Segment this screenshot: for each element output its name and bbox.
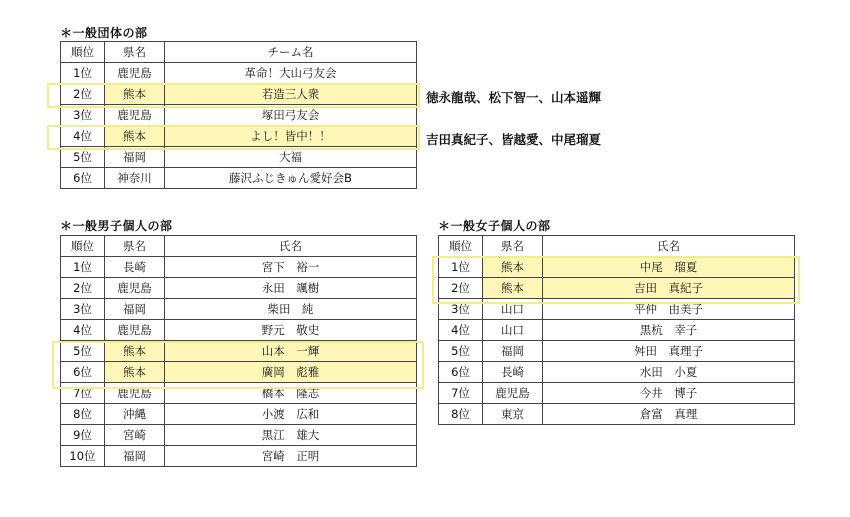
table-row	[439, 257, 795, 278]
men-header-cell: 氏名	[165, 236, 417, 257]
men-cell-name: 宮下 裕一	[165, 257, 417, 278]
table-row	[61, 63, 417, 84]
men-cell-rank: 8位	[61, 404, 105, 425]
men-ranking-table	[60, 235, 417, 467]
men-cell-pref: 鹿児島	[105, 278, 165, 299]
men-cell-rank: 5位	[61, 341, 105, 362]
group-header-cell: 県名	[105, 42, 165, 63]
table-row	[439, 383, 795, 404]
table-row	[61, 147, 417, 168]
group-cell-rank: 6位	[61, 168, 105, 189]
men-cell-name: 黒江 雄大	[165, 425, 417, 446]
group-cell-name: 大福	[165, 147, 417, 168]
men-cell-pref: 福岡	[105, 299, 165, 320]
table-row	[439, 278, 795, 299]
women-ranking-table	[438, 235, 795, 425]
group-cell-rank: 1位	[61, 63, 105, 84]
table-row	[61, 341, 417, 362]
men-cell-rank: 7位	[61, 383, 105, 404]
men-cell-pref: 宮崎	[105, 425, 165, 446]
table-row	[61, 362, 417, 383]
men-cell-name: 橋本 隆志	[165, 383, 417, 404]
men-cell-pref: 鹿児島	[105, 320, 165, 341]
group-cell-rank: 4位	[61, 126, 105, 147]
men-cell-rank: 2位	[61, 278, 105, 299]
men-cell-pref: 沖縄	[105, 404, 165, 425]
group-cell-pref: 鹿児島	[105, 63, 165, 84]
men-cell-pref: 鹿児島	[105, 383, 165, 404]
table-row	[61, 425, 417, 446]
women-cell-pref: 山口	[483, 320, 543, 341]
women-cell-pref: 東京	[483, 404, 543, 425]
women-cell-name: 黒杭 幸子	[543, 320, 795, 341]
women-cell-pref: 長崎	[483, 362, 543, 383]
table-row	[61, 278, 417, 299]
group-cell-pref: 神奈川	[105, 168, 165, 189]
table-row	[61, 404, 417, 425]
men-cell-pref: 熊本	[105, 341, 165, 362]
group-cell-pref: 熊本	[105, 126, 165, 147]
men-cell-rank: 3位	[61, 299, 105, 320]
table-row	[61, 383, 417, 404]
table-row	[61, 446, 417, 467]
women-cell-pref: 山口	[483, 299, 543, 320]
group-cell-rank: 2位	[61, 84, 105, 105]
table-row	[439, 341, 795, 362]
women-section-title: ＊一般女子個人の部	[438, 219, 551, 233]
group-cell-pref: 熊本	[105, 84, 165, 105]
group-cell-name: 藤沢ふじきゅん愛好会B	[165, 168, 417, 189]
women-cell-name: 倉富 真理	[543, 404, 795, 425]
group-cell-pref: 鹿児島	[105, 105, 165, 126]
women-cell-rank: 2位	[439, 278, 483, 299]
group-section-title: ＊一般団体の部	[60, 26, 148, 40]
women-cell-name: 今井 博子	[543, 383, 795, 404]
men-section-title: ＊一般男子個人の部	[60, 219, 173, 233]
women-header-cell: 県名	[483, 236, 543, 257]
men-cell-name: 野元 敬史	[165, 320, 417, 341]
women-cell-pref: 福岡	[483, 341, 543, 362]
table-row	[61, 299, 417, 320]
table-row	[61, 257, 417, 278]
women-cell-pref: 熊本	[483, 278, 543, 299]
group-cell-name: 革命！大山弓友会	[165, 63, 417, 84]
men-cell-name: 廣岡 彪雅	[165, 362, 417, 383]
women-cell-rank: 5位	[439, 341, 483, 362]
women-cell-name: 舛田 真理子	[543, 341, 795, 362]
women-cell-name: 平仲 由美子	[543, 299, 795, 320]
men-cell-name: 宮崎 正明	[165, 446, 417, 467]
women-cell-rank: 7位	[439, 383, 483, 404]
men-cell-rank: 6位	[61, 362, 105, 383]
women-header-cell: 氏名	[543, 236, 795, 257]
table-row	[61, 168, 417, 189]
table-row	[439, 404, 795, 425]
women-cell-rank: 3位	[439, 299, 483, 320]
men-cell-rank: 9位	[61, 425, 105, 446]
group-cell-rank: 5位	[61, 147, 105, 168]
women-cell-name: 水田 小夏	[543, 362, 795, 383]
group-cell-pref: 福岡	[105, 147, 165, 168]
table-row	[61, 84, 417, 105]
men-cell-name: 永田 颯樹	[165, 278, 417, 299]
men-cell-rank: 1位	[61, 257, 105, 278]
table-row	[61, 320, 417, 341]
women-cell-pref: 熊本	[483, 257, 543, 278]
group-cell-name: よし！皆中！！	[165, 126, 417, 147]
men-cell-pref: 熊本	[105, 362, 165, 383]
women-cell-rank: 1位	[439, 257, 483, 278]
group-header-row	[61, 42, 417, 63]
men-cell-rank: 4位	[61, 320, 105, 341]
table-row	[439, 362, 795, 383]
group-cell-name: 若造三人衆	[165, 84, 417, 105]
group-cell-name: 塚田弓友会	[165, 105, 417, 126]
women-header-row	[439, 236, 795, 257]
group-note-2nd-members: 徳永龍哉、松下智一、山本遥輝	[426, 90, 602, 105]
men-header-cell: 県名	[105, 236, 165, 257]
women-cell-rank: 6位	[439, 362, 483, 383]
women-header-cell: 順位	[439, 236, 483, 257]
group-ranking-table	[60, 41, 417, 189]
women-cell-name: 中尾 瑠夏	[543, 257, 795, 278]
table-row	[439, 299, 795, 320]
men-cell-name: 小渡 広和	[165, 404, 417, 425]
group-header-cell: 順位	[61, 42, 105, 63]
men-header-row	[61, 236, 417, 257]
table-row	[439, 320, 795, 341]
group-header-cell: チーム名	[165, 42, 417, 63]
men-cell-pref: 福岡	[105, 446, 165, 467]
table-row	[61, 126, 417, 147]
table-row	[61, 105, 417, 126]
men-cell-pref: 長崎	[105, 257, 165, 278]
women-cell-name: 吉田 真紀子	[543, 278, 795, 299]
group-note-4th-members: 吉田真紀子、皆越愛、中尾瑠夏	[426, 132, 602, 147]
group-cell-rank: 3位	[61, 105, 105, 126]
men-header-cell: 順位	[61, 236, 105, 257]
women-cell-pref: 鹿児島	[483, 383, 543, 404]
men-cell-rank: 10位	[61, 446, 105, 467]
women-cell-rank: 4位	[439, 320, 483, 341]
men-cell-name: 山本 一輝	[165, 341, 417, 362]
women-cell-rank: 8位	[439, 404, 483, 425]
men-cell-name: 柴田 純	[165, 299, 417, 320]
